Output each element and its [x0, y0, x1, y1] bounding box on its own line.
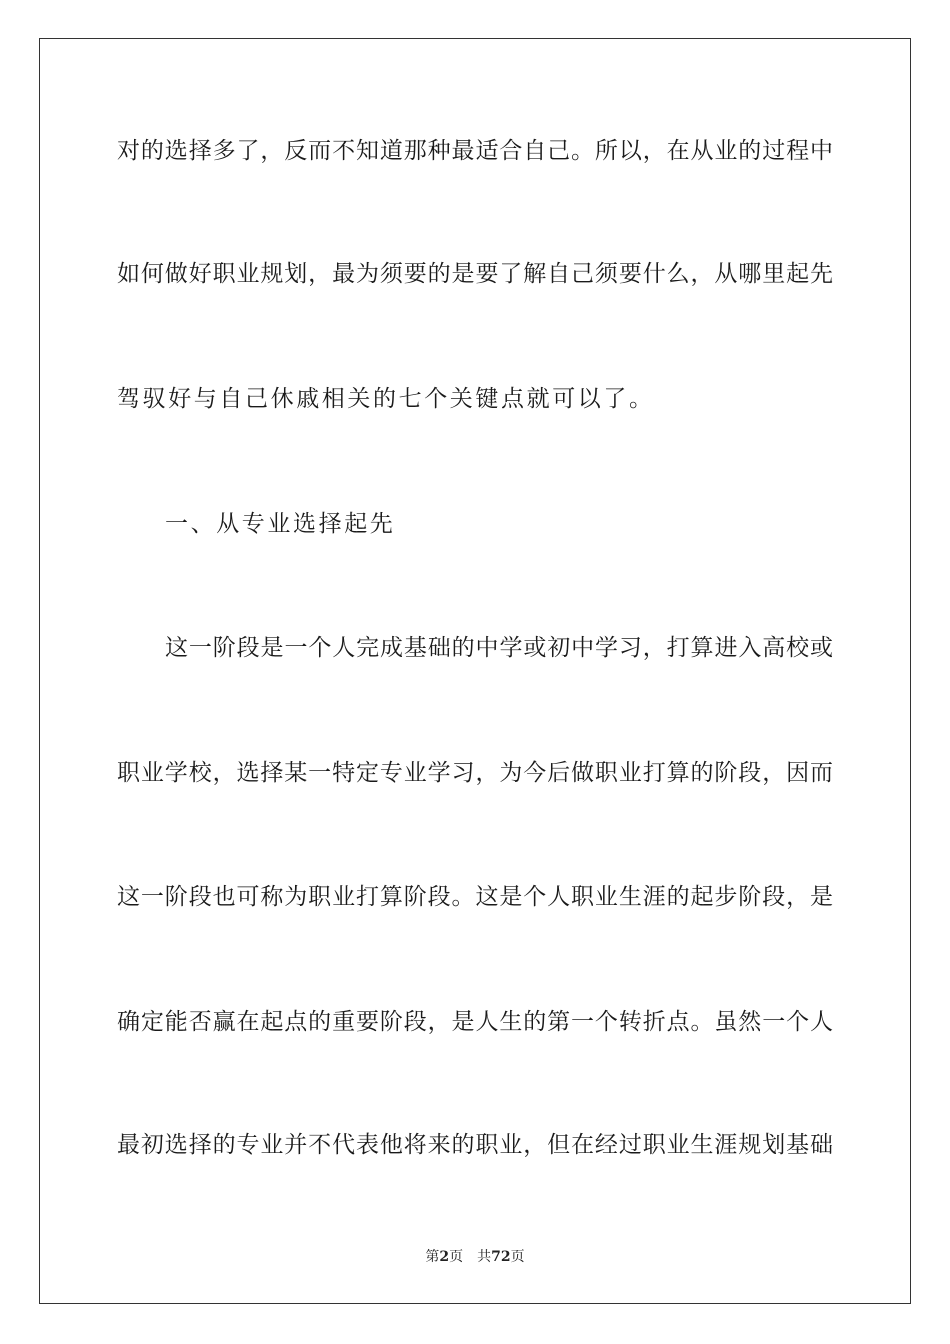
page-prefix: 第 [425, 1249, 440, 1265]
body-text-line: 如何做好职业规划，最为须要的是要了解自己须要什么，从哪里起先 [117, 261, 833, 287]
body-text-line: 这一阶段也可称为职业打算阶段。这是个人职业生涯的起步阶段，是 [117, 884, 833, 910]
page-number: 2 [439, 1249, 450, 1265]
section-heading: 一、从专业选择起先 [165, 511, 396, 537]
total-suffix: 页 [510, 1249, 525, 1265]
page-footer [0, 1246, 950, 1266]
body-text-line: 这一阶段是一个人完成基础的中学或初中学习，打算进入高校或 [165, 635, 833, 661]
body-text-line: 确定能否赢在起点的重要阶段，是人生的第一个转折点。虽然一个人 [117, 1009, 833, 1035]
body-text-line: 最初选择的专业并不代表他将来的职业，但在经过职业生涯规划基础 [117, 1132, 833, 1158]
total-prefix: 共 [477, 1249, 492, 1265]
page-suffix: 页 [449, 1249, 464, 1265]
page-border [39, 38, 911, 1304]
body-text-line: 对的选择多了，反而不知道那种最适合自己。所以，在从业的过程中 [117, 138, 833, 164]
body-text-line: 职业学校，选择某一特定专业学习，为今后做职业打算的阶段，因而 [117, 760, 833, 786]
body-text-line: 驾驭好与自己休戚相关的七个关键点就可以了。 [117, 386, 655, 412]
total-pages: 72 [491, 1249, 511, 1265]
